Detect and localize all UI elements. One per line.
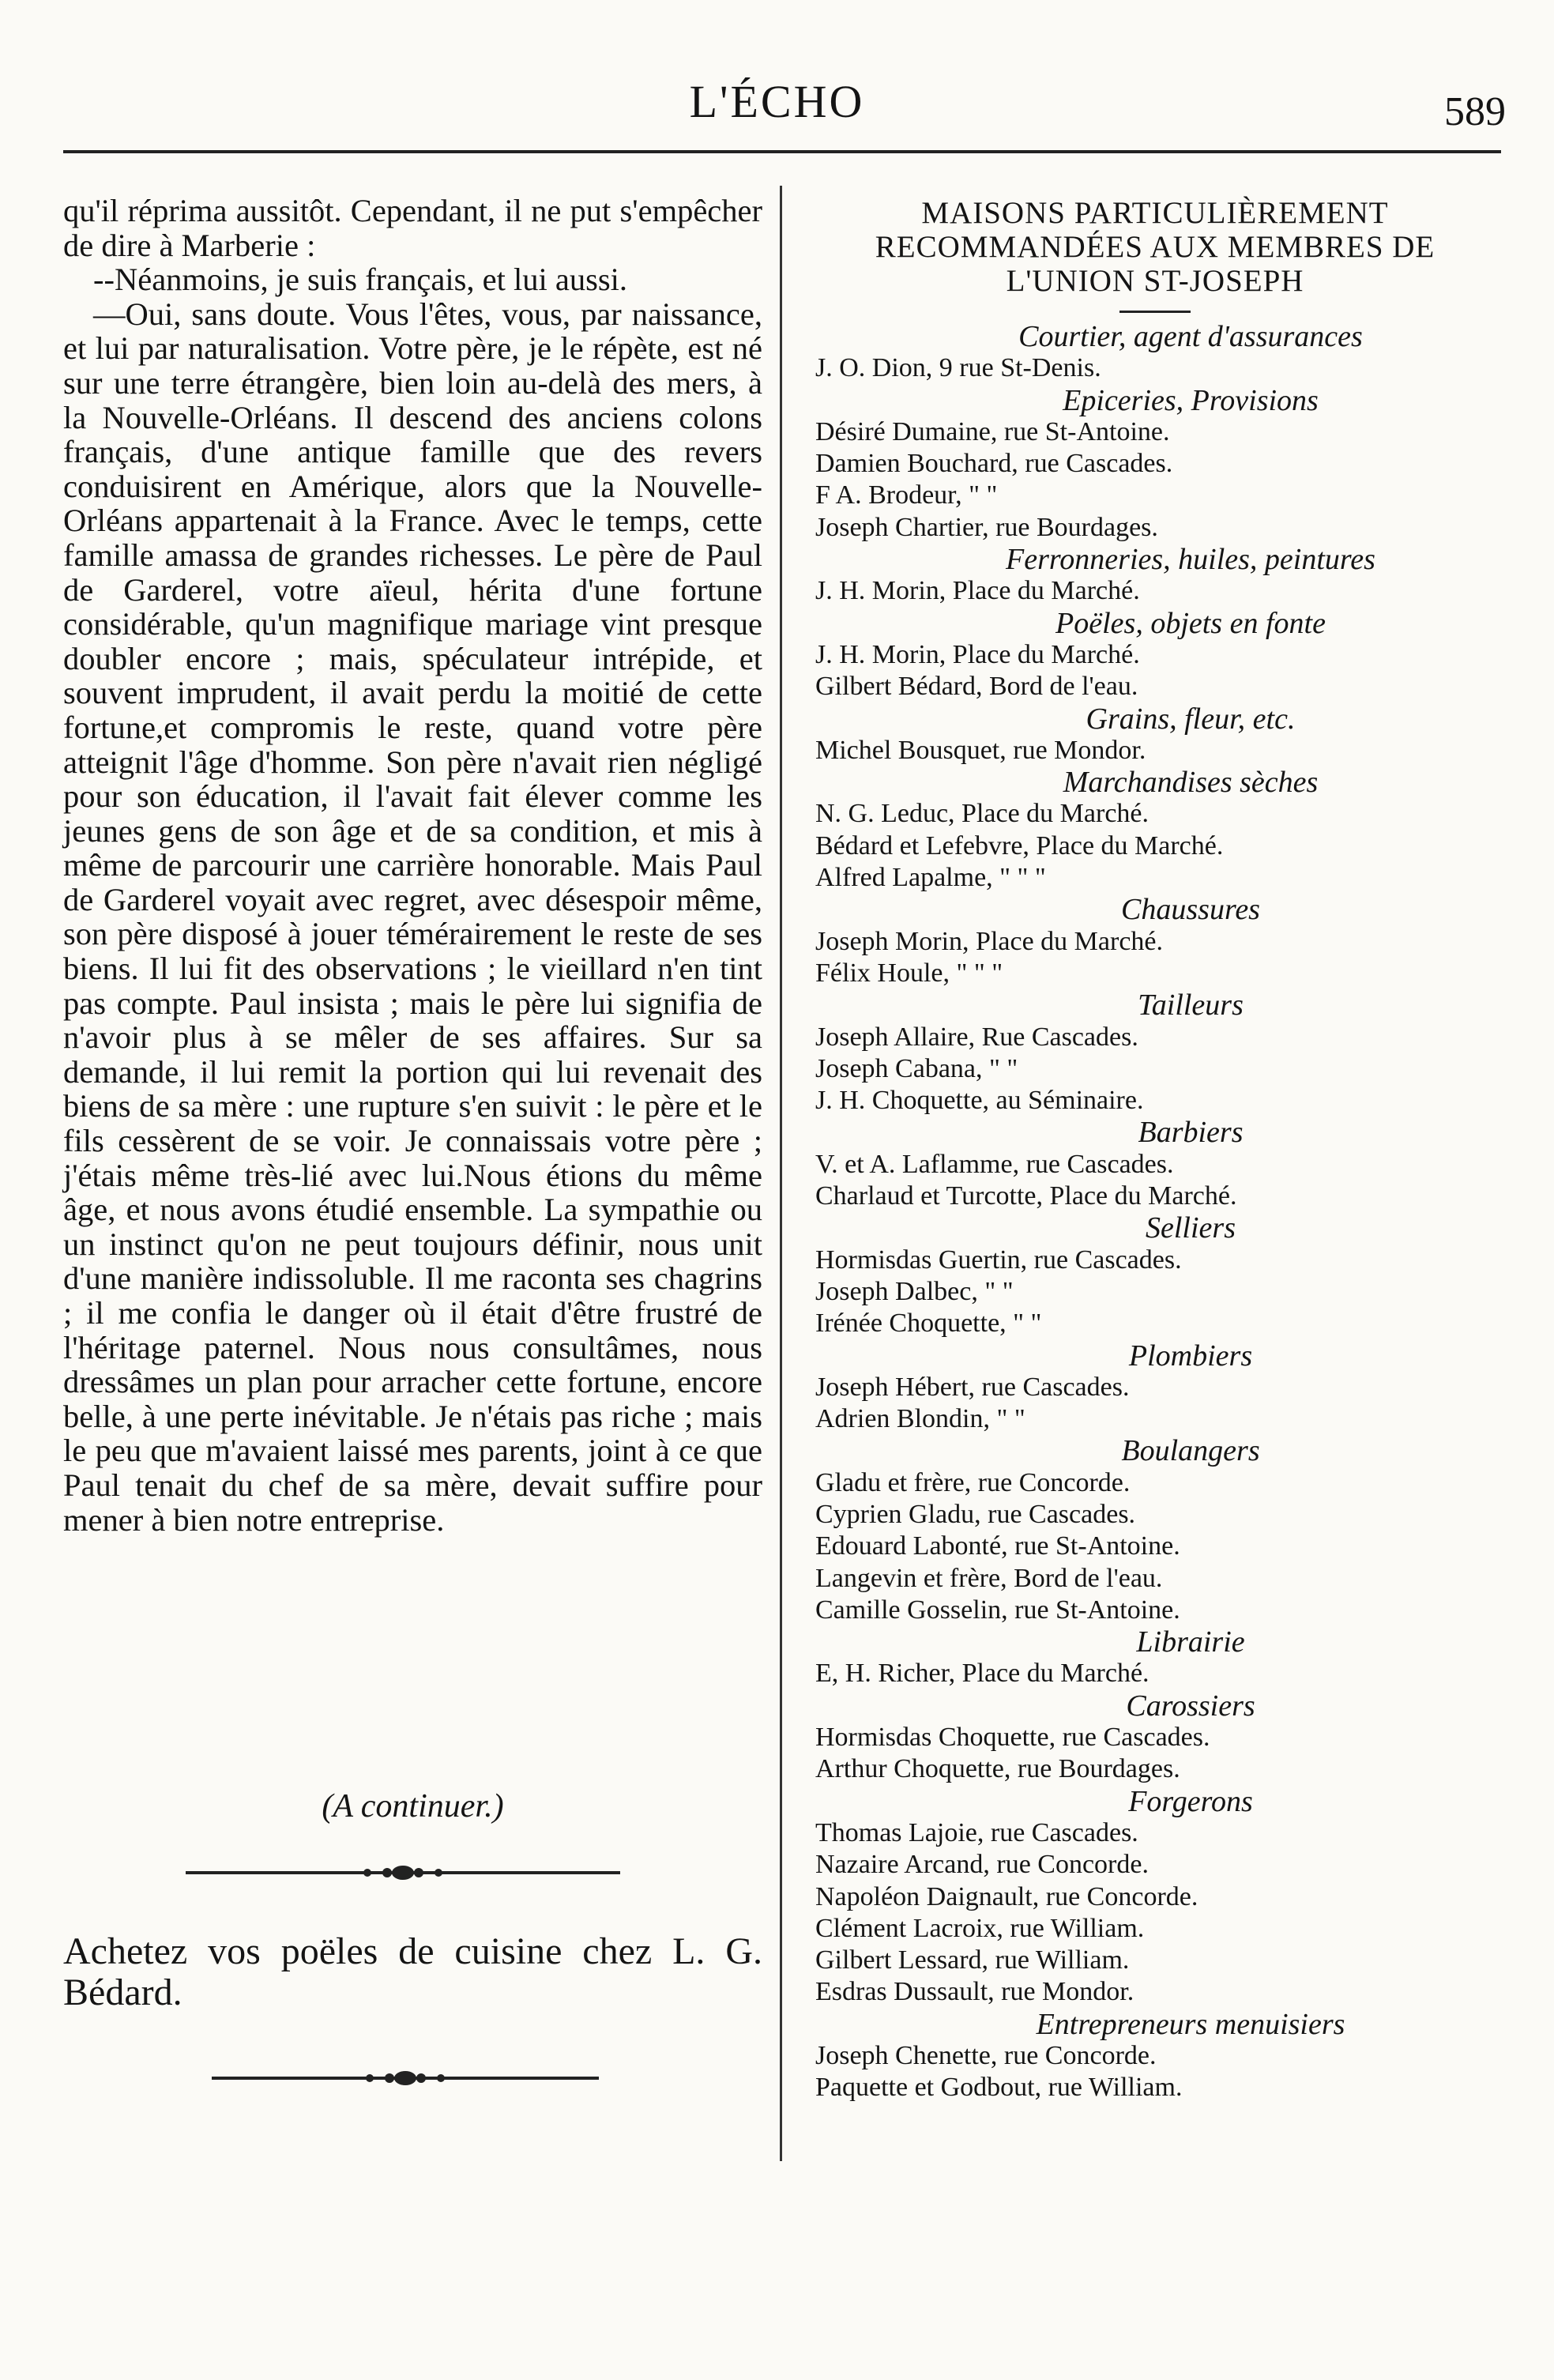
directory-entry: Cyprien Gladu, rue Cascades. <box>815 1499 1136 1529</box>
directory-entry: Alfred Lapalme, " " " <box>815 863 1046 893</box>
directory-entry: Joseph Cabana, " " <box>815 1053 1018 1083</box>
story-paragraph-3: —Oui, sans doute. Vous l'êtes, vous, par naissance, et lui par naturalisation. Votre père, je le répète, est né sur une terre étrangère, bien loin au-delà des mers, à la Nouvelle-Orléans. Il descend des anciens colons français, d'une antique famille que des revers conduisirent en Amérique, alors que la Nouvelle-Orléans appartenait à la France. Avec le temps, cette famille amassa de grandes richesses. Le père de Paul de Garderel, votre aïeul, hérita d'une fortune considérable, qu'un magnifique mariage vint presque doubler encore ; mais, spéculateur intrépide, et souvent imprudent, il avait perdu la moitié de cette fortune,et compromis le reste, quand votre père atteignit l'âge d'homme. Son père n'avait rien négligé pour son éducation, il l'avait fait élever comme les jeunes gens de son âge et de sa condition, et mis à même de parcourir une carrière honorable. Mais Paul de Garderel voyait avec regret, avec désespoir même, son père disposé à jouer témérairement le reste de ses biens. Il lui fit des observations ; le vieillard n'en tint pas compte. Paul insista ; mais le père lui signifia de n'avoir plus à se mêler de ses affaires. Sur sa demande, il lui remit la portion qui lui revenait des biens de sa mère : une rupture s'en suivit : le père et le fils cessèrent de se voir. Je connaissais votre père ; j'étais même très-lié avec lui.Nous étions du même âge, et nous avons étudié ensemble. La sympathie ou un instinct qu'on ne peut toujours définir, nous unit d'une manière indissoluble. Il me raconta ses chagrins ; il me confia le danger où il était d'être frustré de l'héritage paternel. Nous nous consultâmes, nous dressâmes un plan pour arracher cette fortune, encore belle, à une perte inévitable. Je n'étais pas riche ; mais le peu que m'avaient laissé mes parents, joint à ce que Paul tenait du chef de sa mère, devait suffire pour mener à bien notre entreprise. <box>63 296 762 1538</box>
directory-category: Plombiers <box>1128 1339 1253 1373</box>
directory-heading-line-3: L'UNION ST-JOSEPH <box>1006 264 1304 298</box>
directory-category: Epiceries, Provisions <box>1063 383 1319 417</box>
directory-category: Entrepreneurs menuisiers <box>1036 2007 1345 2041</box>
directory-category: Chaussures <box>1121 893 1260 927</box>
directory-entry: Joseph Chenette, rue Concorde. <box>815 2041 1157 2071</box>
directory-category: Marchandises sèches <box>1063 766 1319 800</box>
directory-entry: Hormisdas Guertin, rue Cascades. <box>815 1245 1182 1275</box>
directory-entry: Paquette et Godbout, rue William. <box>815 2073 1183 2103</box>
directory-entry: F A. Brodeur, " " <box>815 480 998 510</box>
directory-category: Librairie <box>1136 1625 1245 1659</box>
ornament-divider-2 <box>212 2069 599 2088</box>
directory-entry: Gladu et frère, rue Concorde. <box>815 1467 1131 1497</box>
directory-entry: Esdras Dussault, rue Mondor. <box>815 1977 1134 2007</box>
directory-list <box>807 321 1503 2104</box>
directory-entry: Joseph Dalbec, " " <box>815 1276 1014 1306</box>
directory-entry: Nazaire Arcand, rue Concorde. <box>815 1850 1149 1880</box>
directory-heading-line-2: RECOMMANDÉES AUX MEMBRES DE <box>875 230 1435 264</box>
directory-entry: V. et A. Laflamme, rue Cascades. <box>815 1149 1174 1179</box>
story-column <box>63 194 762 1537</box>
directory-entry: Damien Bouchard, rue Cascades. <box>815 449 1173 479</box>
directory-entry: Bédard et Lefebvre, Place du Marché. <box>815 830 1224 860</box>
directory-entry: J. H. Morin, Place du Marché. <box>815 639 1140 669</box>
directory-column <box>807 196 1503 2104</box>
directory-entry: Félix Houle, " " " <box>815 958 1003 988</box>
page-number: 589 <box>1444 89 1506 134</box>
directory-category: Barbiers <box>1138 1116 1244 1150</box>
directory-entry: Thomas Lajoie, rue Cascades. <box>815 1817 1138 1847</box>
directory-entry: Napoléon Daignault, rue Concorde. <box>815 1881 1198 1911</box>
story-paragraph-2: --Néanmoins, je suis français, et lui aussi. <box>93 262 627 298</box>
directory-category: Boulangers <box>1121 1434 1260 1468</box>
story-paragraph-1: qu'il réprima aussitôt. Cependant, il ne put s'empêcher de dire à Marberie : <box>63 193 762 263</box>
directory-entry: Clément Lacroix, rue William. <box>815 1913 1145 1943</box>
directory-entry: Charlaud et Turcotte, Place du Marché. <box>815 1181 1237 1211</box>
directory-entry: Hormisdas Choquette, rue Cascades. <box>815 1723 1210 1753</box>
directory-entry: Gilbert Bédard, Bord de l'eau. <box>815 672 1138 702</box>
directory-category: Selliers <box>1146 1211 1236 1245</box>
directory-category: Ferronneries, huiles, peintures <box>1006 543 1375 577</box>
directory-entry: Langevin et frère, Bord de l'eau. <box>815 1563 1163 1593</box>
directory-entry: Michel Bousquet, rue Mondor. <box>815 735 1146 765</box>
directory-entry: J. H. Choquette, au Séminaire. <box>815 1086 1144 1116</box>
directory-entry: Désiré Dumaine, rue St-Antoine. <box>815 416 1170 446</box>
advertisement: Achetez vos poëles de cuisine chez L. G. Bédard. <box>63 1930 762 2013</box>
directory-entry: Edouard Labonté, rue St-Antoine. <box>815 1531 1180 1561</box>
directory-heading-line-1: MAISONS PARTICULIÈREMENT <box>921 196 1389 230</box>
directory-entry: N. G. Leduc, Place du Marché. <box>815 799 1150 829</box>
directory-entry: Arthur Choquette, rue Bourdages. <box>815 1754 1180 1784</box>
directory-category: Grains, fleur, etc. <box>1086 702 1296 736</box>
directory-heading <box>807 196 1503 298</box>
ornament-divider-1 <box>186 1863 620 1882</box>
directory-entry: Irénée Choquette, " " <box>815 1309 1042 1339</box>
directory-entry: Joseph Chartier, rue Bourdages. <box>815 512 1158 542</box>
heading-rule <box>1119 311 1191 313</box>
directory-category: Poëles, objets en fonte <box>1055 606 1326 640</box>
directory-category: Courtier, agent d'assurances <box>1018 320 1363 353</box>
directory-entry: Adrien Blondin, " " <box>815 1404 1025 1434</box>
directory-entry: J. H. Morin, Place du Marché. <box>815 576 1140 606</box>
directory-category: Tailleurs <box>1138 989 1244 1022</box>
page-title: L'ÉCHO <box>689 76 865 127</box>
directory-entry: Joseph Allaire, Rue Cascades. <box>815 1022 1138 1052</box>
directory-category: Forgerons <box>1128 1784 1253 1818</box>
header-rule <box>63 150 1501 153</box>
directory-entry: J. O. Dion, 9 rue St-Denis. <box>815 353 1101 383</box>
directory-entry: E, H. Richer, Place du Marché. <box>815 1659 1150 1689</box>
directory-entry: Gilbert Lessard, rue William. <box>815 1945 1130 1975</box>
directory-entry: Joseph Morin, Place du Marché. <box>815 926 1164 956</box>
continuation-note: (A continuer.) <box>322 1788 504 1825</box>
directory-entry: Camille Gosselin, rue St-Antoine. <box>815 1595 1180 1625</box>
directory-entry: Joseph Hébert, rue Cascades. <box>815 1372 1130 1402</box>
directory-category: Carossiers <box>1126 1689 1255 1723</box>
column-divider <box>780 186 782 2161</box>
